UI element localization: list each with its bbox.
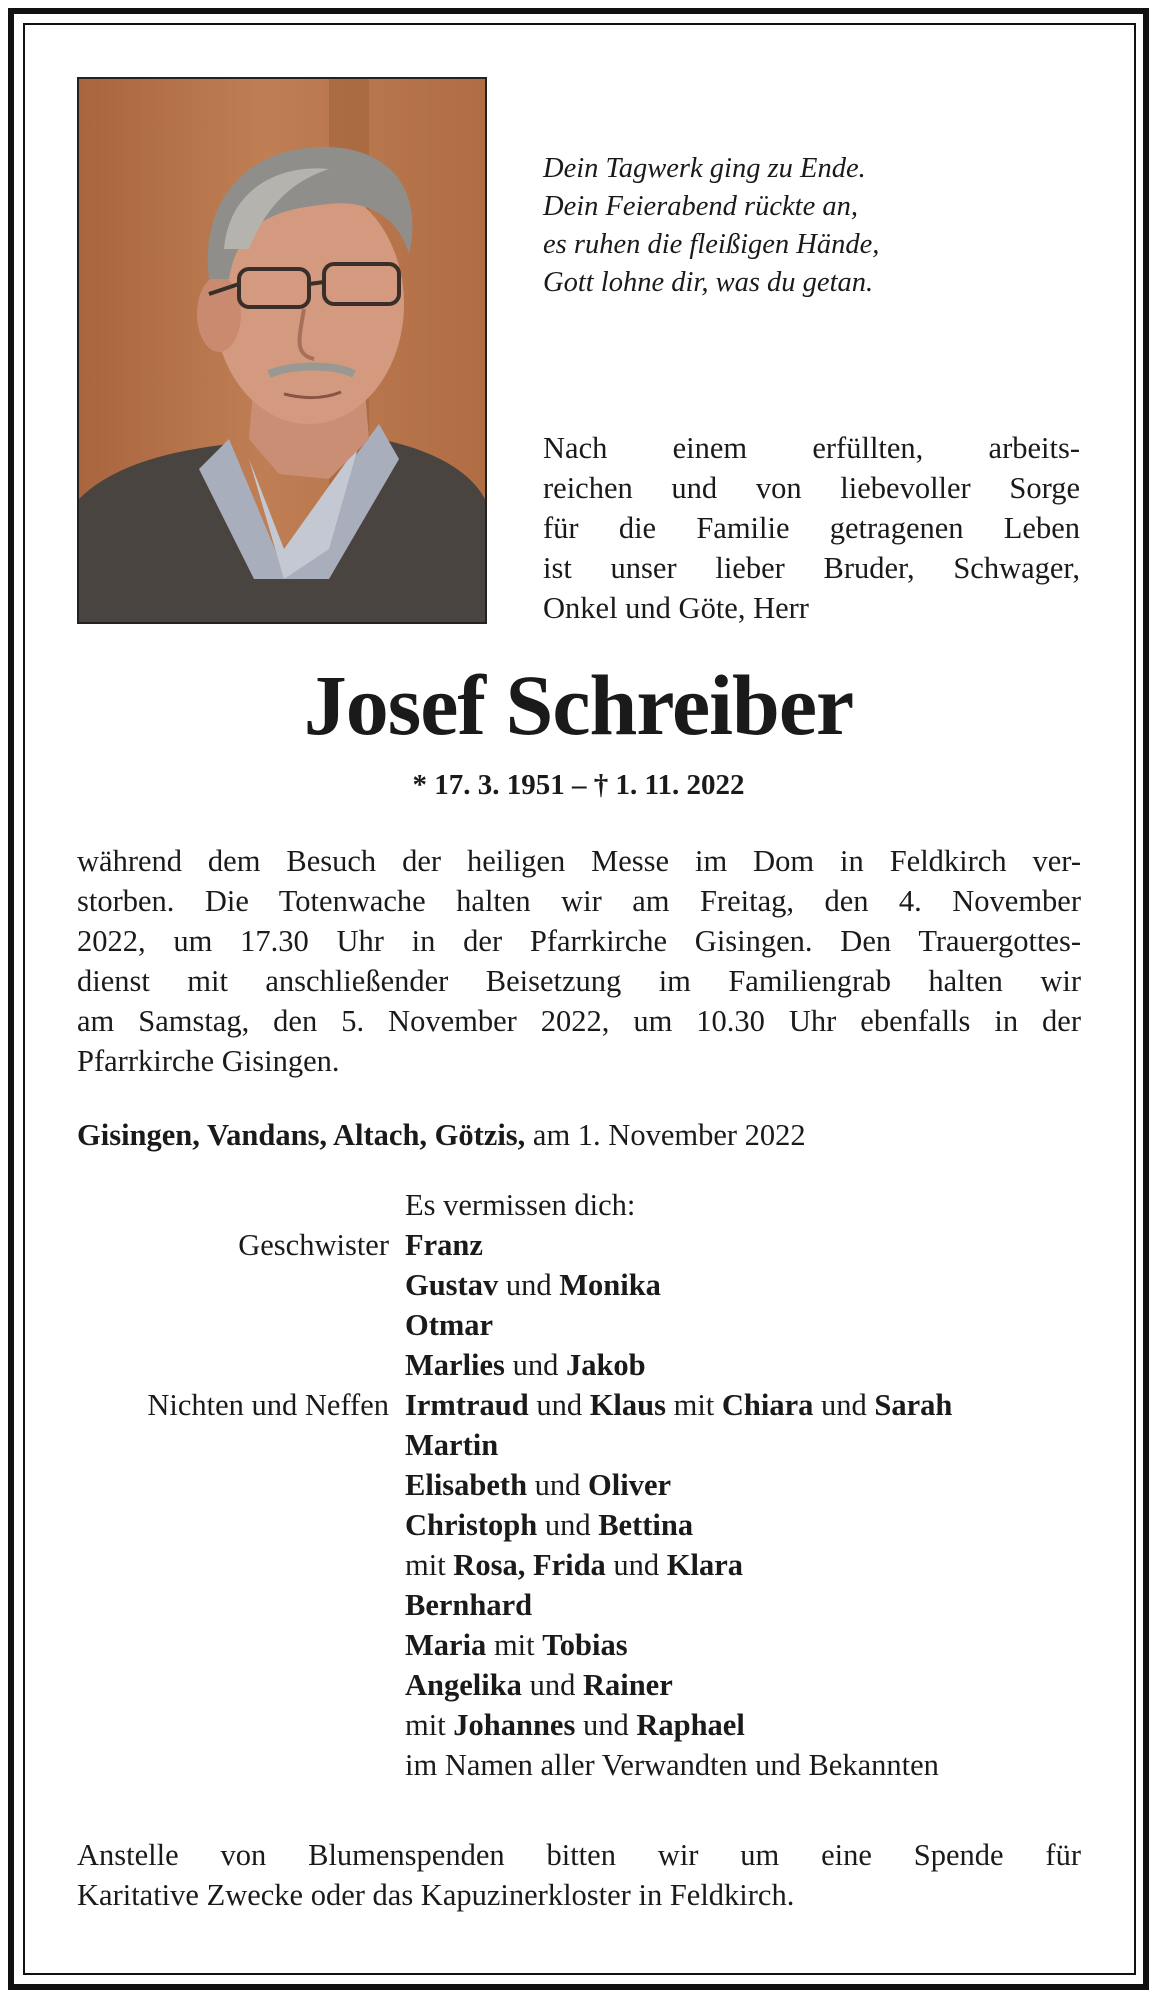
mourner-name: Jakob [565, 1348, 646, 1382]
mourner-names [405, 1345, 1081, 1385]
mourner-row [77, 1305, 1081, 1345]
mourner-name: Bernhard [405, 1588, 533, 1622]
deceased-name: Josef Schreiber [303, 657, 854, 753]
relation-label [77, 1425, 405, 1465]
mourner-name: Elisabeth [405, 1468, 528, 1502]
mourner-names [405, 1305, 1081, 1345]
mourner-row [77, 1705, 1081, 1745]
connector-text: mit [486, 1628, 543, 1662]
connector-text: und [537, 1508, 599, 1542]
mourners-heading: Es vermissen dich: [405, 1188, 636, 1222]
mourner-name: Monika [559, 1268, 661, 1302]
relation-label [77, 1745, 405, 1785]
mourner-names [405, 1505, 1081, 1545]
place-date-line [77, 1115, 1081, 1155]
mourner-name: Bettina [598, 1508, 694, 1542]
relation-label [77, 1265, 405, 1305]
connector-text: und [813, 1388, 875, 1422]
mourner-names [405, 1705, 1081, 1745]
intro-line: Nach einem erfüllten, arbeits- [543, 431, 1080, 465]
relation-label [77, 1465, 405, 1505]
relation-label [77, 1545, 405, 1585]
intro-paragraph [543, 428, 1080, 628]
mourner-name: Rosa, Frida [453, 1548, 606, 1582]
connector-text: und [521, 1668, 583, 1702]
mourner-name: Sarah [874, 1388, 953, 1422]
mourner-row [77, 1225, 1081, 1265]
mourner-name: Klaus [589, 1388, 666, 1422]
body-line: storben. Die Totenwache halten wir am Freitag, den 4. November [77, 884, 1081, 918]
mourner-name: Rainer [582, 1668, 673, 1702]
closing-line: Anstelle von Blumenspenden bitten wir um eine Spende für [77, 1838, 1081, 1872]
mourner-row [77, 1745, 1081, 1785]
body-line: Pfarrkirche Gisingen. [77, 1044, 340, 1078]
mourner-names [405, 1545, 1081, 1585]
mourner-name: Oliver [588, 1468, 672, 1502]
mourner-name: Raphael [636, 1708, 745, 1742]
mourner-row [77, 1505, 1081, 1545]
relation-label [77, 1505, 405, 1545]
closing-line: Karitative Zwecke oder das Kapuzinerkloster in Feldkirch. [77, 1878, 795, 1912]
mourner-names [405, 1665, 1081, 1705]
relation-label [77, 1625, 405, 1665]
poem-line: Dein Feierabend rückte an, [543, 191, 858, 222]
intro-line: reichen und von liebevoller Sorge [543, 471, 1080, 505]
mourner-row [77, 1545, 1081, 1585]
mourners-heading-row [77, 1185, 1081, 1225]
connector-text: mit [665, 1388, 722, 1422]
relation-label: Geschwister [238, 1228, 389, 1262]
mourner-name: Chiara [721, 1388, 814, 1422]
connector-text: im Namen aller Verwandten und Bekannten [405, 1748, 939, 1782]
body-line: dienst mit anschließender Beisetzung im Familiengrab halten wir [77, 964, 1081, 998]
mourner-row [77, 1585, 1081, 1625]
mourner-name: Marlies [405, 1348, 505, 1382]
mourner-names [405, 1225, 1081, 1265]
mourner-name: Angelika [405, 1668, 522, 1702]
connector-text: und [575, 1708, 637, 1742]
mourner-name: Christoph [405, 1508, 538, 1542]
relation-label [77, 1705, 405, 1745]
connector-text: und [605, 1548, 667, 1582]
intro-line: ist unser lieber Bruder, Schwager, [543, 551, 1080, 585]
mourner-names [405, 1385, 1081, 1425]
mourner-names [405, 1585, 1081, 1625]
mourner-row [77, 1265, 1081, 1305]
life-dates: * 17. 3. 1951 – † 1. 11. 2022 [412, 769, 745, 801]
mourner-name: Johannes [453, 1708, 576, 1742]
intro-line: Onkel und Göte, Herr [543, 591, 809, 625]
poem-line: Gott lohne dir, was du getan. [543, 267, 874, 298]
mourner-name: Gustav [405, 1268, 499, 1302]
poem-line: Dein Tagwerk ging zu Ende. [543, 153, 866, 184]
connector-text: und [498, 1268, 560, 1302]
mourner-name: Klara [666, 1548, 744, 1582]
mourners-list [77, 1185, 1081, 1785]
mourner-names [405, 1265, 1081, 1305]
relation-label: Nichten und Neffen [147, 1388, 389, 1422]
mourner-row [77, 1625, 1081, 1665]
relation-label [77, 1345, 405, 1385]
connector-text: und [504, 1348, 566, 1382]
mourner-name: Tobias [542, 1628, 628, 1662]
relation-label [77, 1305, 405, 1345]
mourner-row [77, 1385, 1081, 1425]
body-line: am Samstag, den 5. November 2022, um 10.30 Uhr ebenfalls in der [77, 1004, 1081, 1038]
mourner-names [405, 1465, 1081, 1505]
mourner-name: Maria [405, 1628, 487, 1662]
mourner-row [77, 1345, 1081, 1385]
mourner-names [405, 1625, 1081, 1665]
closing-note [77, 1835, 1081, 1915]
mourner-name: Otmar [405, 1308, 494, 1342]
mourner-row [77, 1425, 1081, 1465]
poem [543, 150, 1083, 302]
mourner-row [77, 1465, 1081, 1505]
mourner-name: Martin [405, 1428, 499, 1462]
mourner-row [77, 1665, 1081, 1705]
connector-text: mit [405, 1708, 454, 1742]
intro-line: für die Familie getragenen Leben [543, 511, 1080, 545]
mourner-names [405, 1425, 1081, 1465]
connector-text: und [528, 1388, 590, 1422]
date: am 1. November 2022 [532, 1118, 806, 1152]
poem-line: es ruhen die fleißigen Hände, [543, 229, 880, 260]
relation-label [77, 1665, 405, 1705]
announcement-text [77, 841, 1081, 1081]
portrait-photo [77, 77, 487, 624]
portrait-illustration [79, 79, 485, 622]
connector-text: mit [405, 1548, 454, 1582]
body-line: während dem Besuch der heiligen Messe im Dom in Feldkirch ver- [77, 844, 1081, 878]
body-line: 2022, um 17.30 Uhr in der Pfarrkirche Gisingen. Den Trauergottes- [77, 924, 1081, 958]
connector-text: und [527, 1468, 589, 1502]
mourner-names [405, 1745, 1081, 1785]
relation-label [77, 1585, 405, 1625]
mourner-name: Franz [405, 1228, 483, 1262]
places: Gisingen, Vandans, Altach, Götzis, [77, 1118, 526, 1152]
mourner-name: Irmtraud [405, 1388, 529, 1422]
